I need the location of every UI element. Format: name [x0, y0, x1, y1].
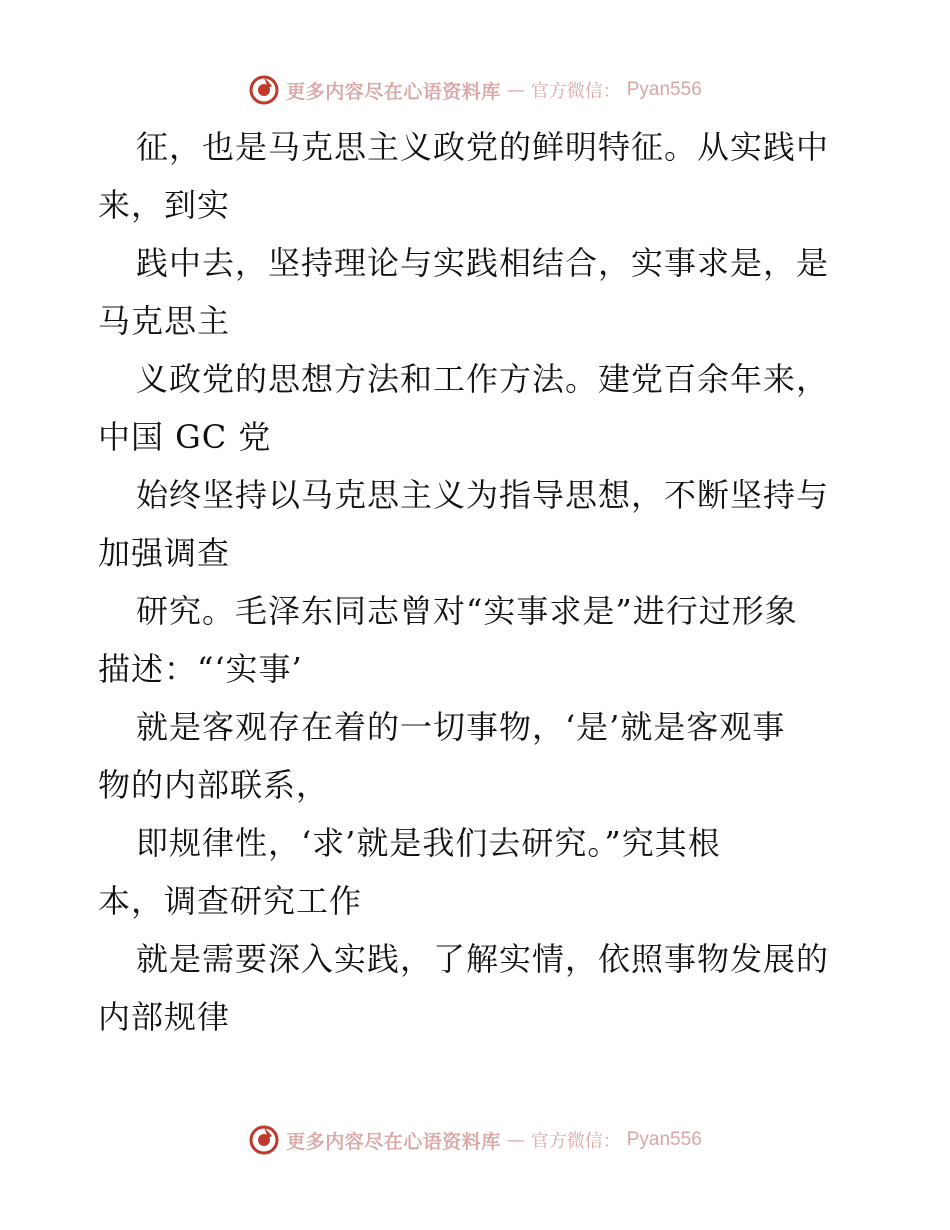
footer-banner: [0, 1120, 950, 1160]
text-line: 描述：“‘实事’: [98, 650, 303, 688]
text-line: 中国 GC 党: [98, 418, 272, 456]
text-line: 始终坚持以马克思主义为指导思想，不断坚持与: [136, 476, 830, 514]
text-line: 即规律性，‘求’就是我们去研究。”究其根: [136, 824, 721, 862]
logo-icon: [248, 74, 280, 106]
text-line: 征，也是马克思主义政党的鲜明特征。从实践中: [136, 128, 830, 166]
logo-icon: [248, 1124, 280, 1156]
text-line: 内部规律: [98, 998, 231, 1036]
banner-wechat-label: 官方微信：: [530, 81, 621, 102]
text-line: 物的内部联系，: [98, 766, 330, 804]
document-body: [98, 118, 858, 1046]
banner-text: 更多内容尽在心语资料库: [286, 1130, 501, 1153]
banner-wechat-id: Pyan556: [626, 79, 702, 100]
text-line: 马克思主: [98, 302, 231, 340]
text-line: 就是需要深入实践，了解实情，依照事物发展的: [136, 940, 830, 978]
header-banner: [0, 70, 950, 110]
text-line: 加强调查: [98, 534, 231, 572]
banner-wechat-id: Pyan556: [626, 1129, 702, 1150]
banner-dash: —: [506, 79, 525, 101]
text-line: 义政党的思想方法和工作方法。建党百余年来，: [136, 360, 830, 398]
banner-text: 更多内容尽在心语资料库: [286, 80, 501, 103]
banner-dash: —: [506, 1129, 525, 1151]
text-line: 践中去，坚持理论与实践相结合，实事求是，是: [136, 244, 830, 282]
banner-wechat-label: 官方微信：: [530, 1131, 621, 1152]
text-line: 本，调查研究工作: [98, 882, 363, 920]
text-line: 就是客观存在着的一切事物，‘是’就是客观事: [136, 708, 786, 746]
text-line: 来，到实: [98, 186, 231, 224]
text-line: 研究。毛泽东同志曾对“实事求是”进行过形象: [136, 592, 798, 630]
